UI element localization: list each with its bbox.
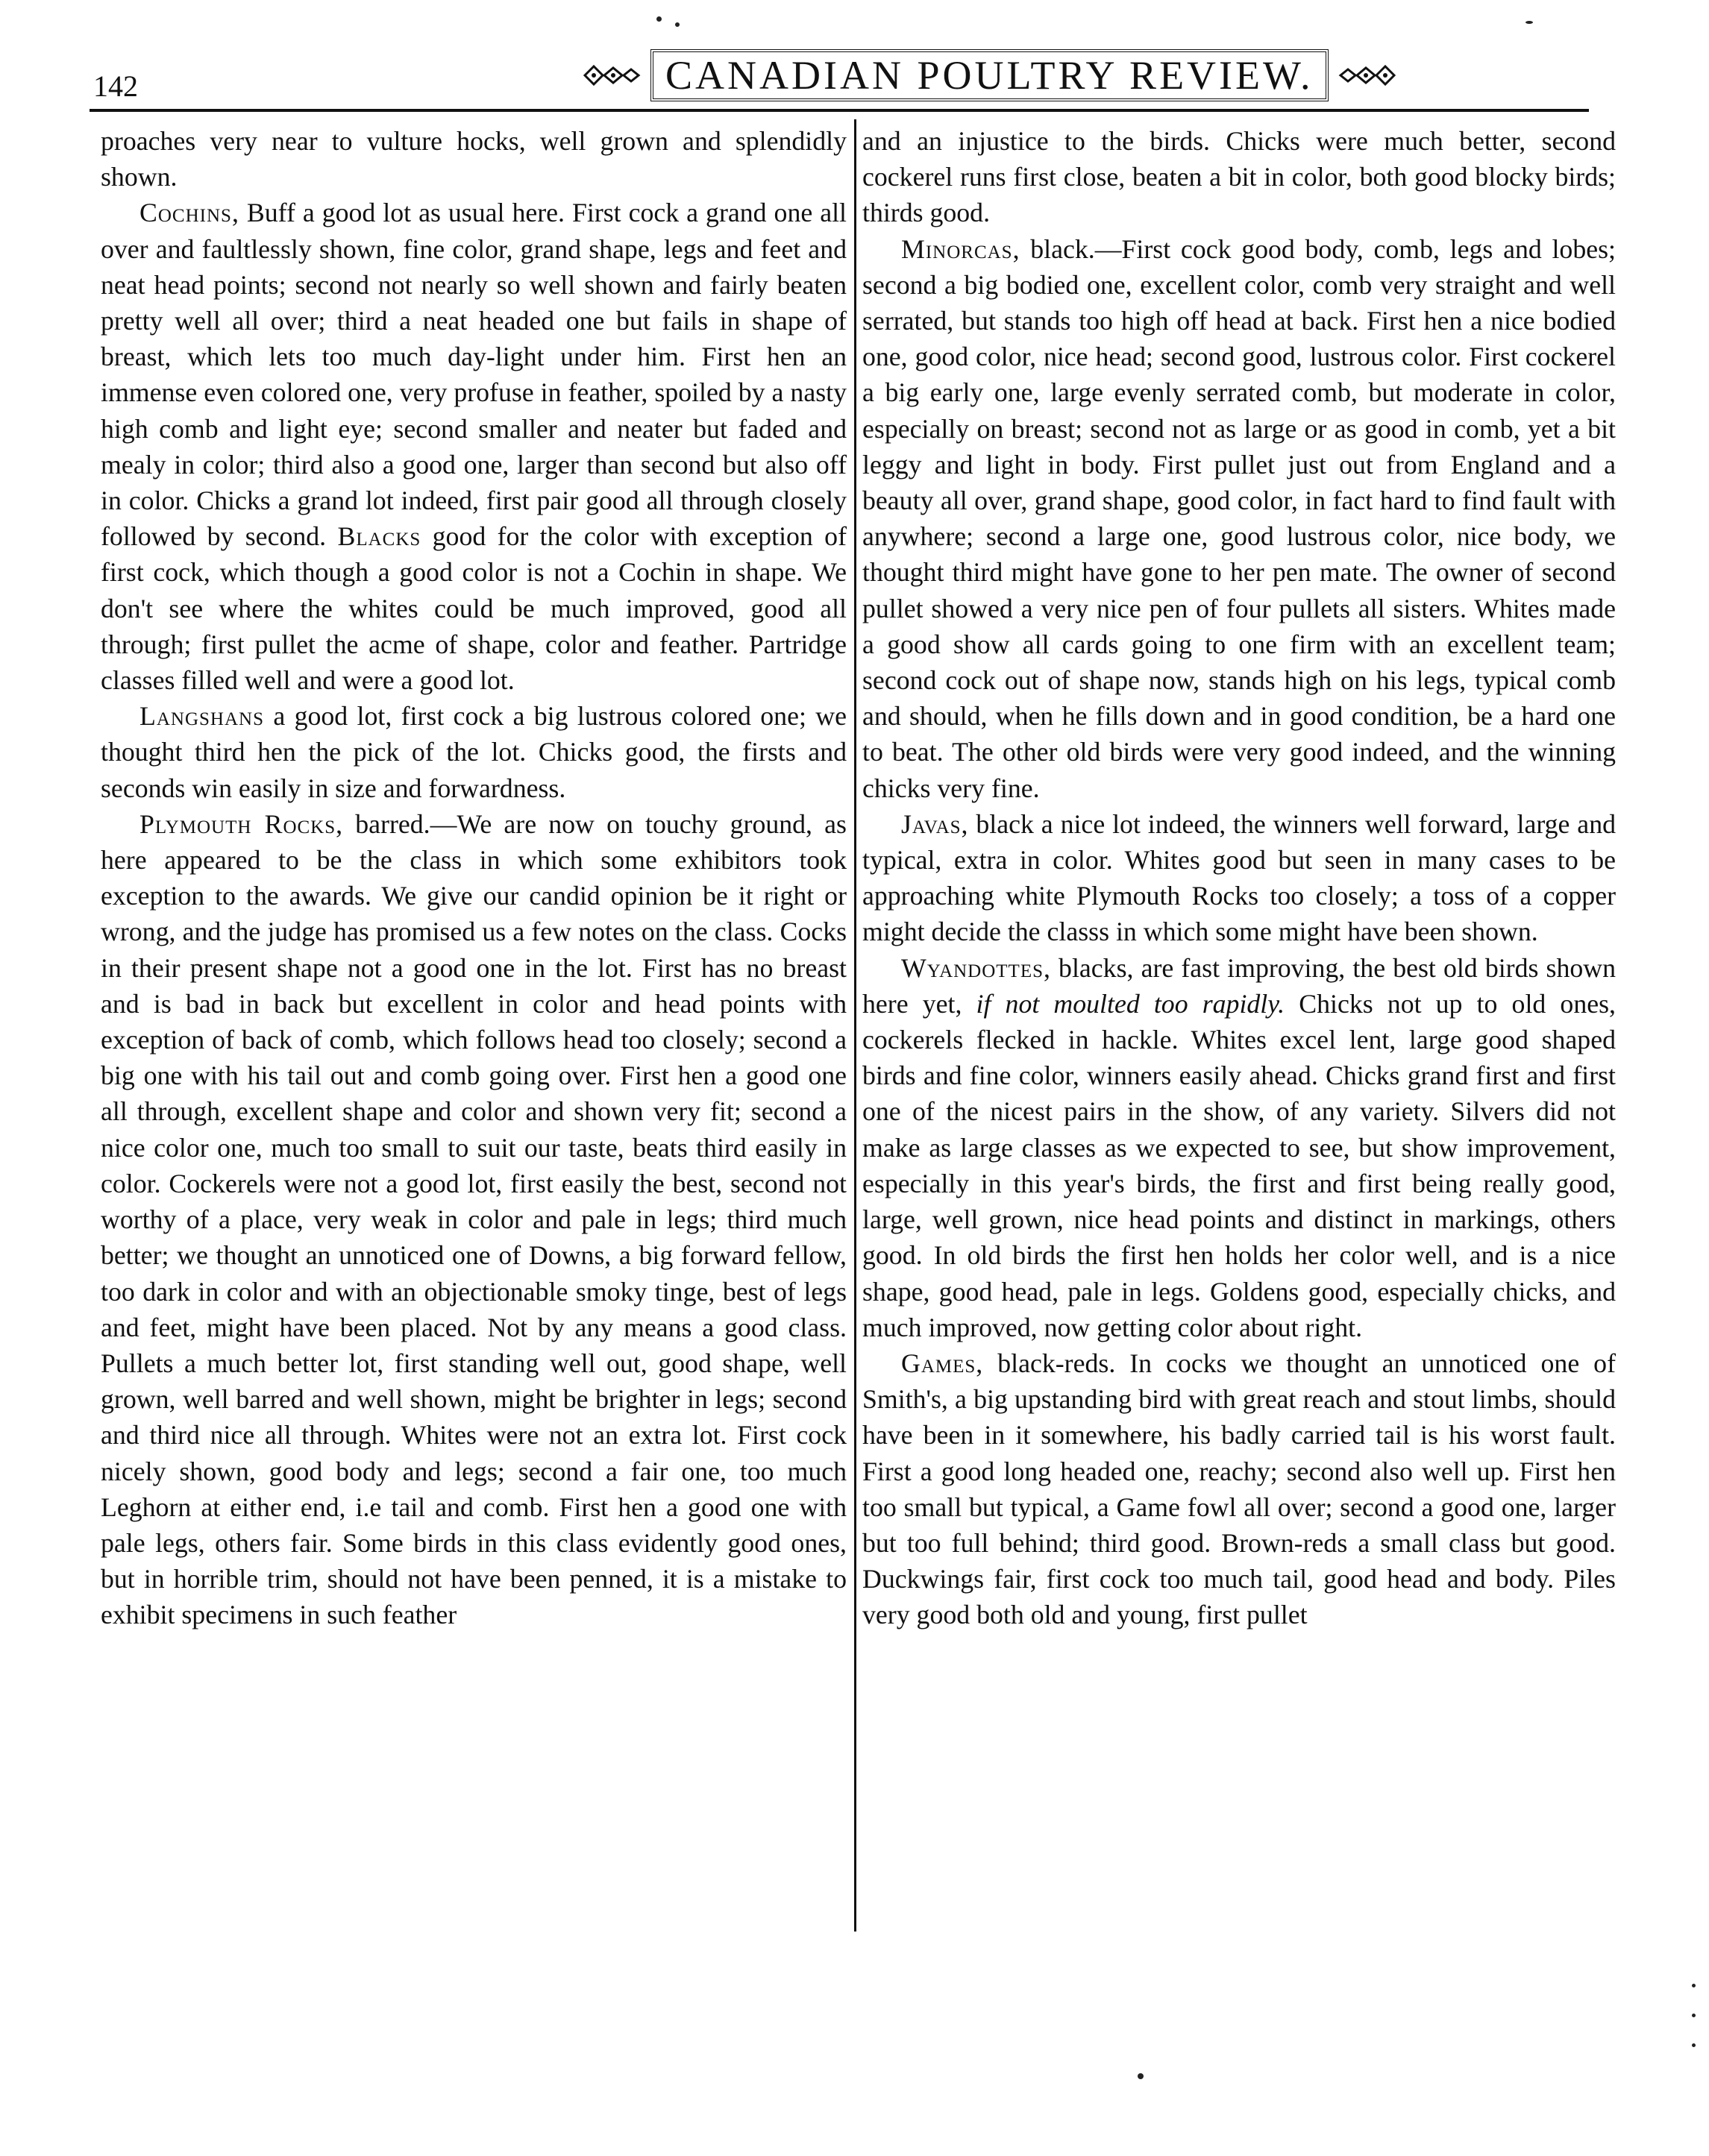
masthead-title: CANADIAN POULTRY REVIEW. <box>650 49 1329 101</box>
right-column <box>862 123 1616 1943</box>
page-header <box>90 37 1589 116</box>
page-number: 142 <box>93 69 138 103</box>
masthead-ornament-right-icon <box>1338 62 1397 89</box>
section-heading-minorcas: Minorcas, <box>901 233 1020 264</box>
section-heading-plymouth-rocks: Plymouth Rocks, <box>139 808 344 839</box>
column-divider <box>854 119 856 1932</box>
paragraph-text: Buff a good lot as usual here. First cock a grand one all over and faultlessly shown, fine color, grand shape, legs and feet and neat head points; second not nearly so well shown and fairly beaten pretty well all over; third a neat headed one but fails in shape of breast, which lets too much day-light under him. First hen an immense even colored one, very profuse in feather, spoiled by a nasty high comb and light eye; second smaller and neater but faded and mealy in color; third also a good one, larger than second but also off in color. Chicks a grand lot indeed, first pair good all through closely followed by second. <box>101 198 847 552</box>
ink-speck <box>1692 1984 1696 1987</box>
masthead-ornament-left-icon <box>582 62 642 89</box>
paragraph-text: good for the color with exception of first cock, which though a good color is not a Cochin in shape. We don't see where the whites could be much improved, good all through; first pullet the acme of shape, color and feather. Partridge classes filled well and were a good lot. <box>101 521 847 696</box>
paragraph-text: black.—First cock good body, comb, legs and lobes; second a big bodied one, excellent color, comb very straight and well serrated, but stands too high off head at back. First hen a nice bodied one, good color, nice head; second good, lustrous color. First cockerel a big early one, large evenly serrated comb, but moderate in color, especially on breast; second not as large or as good in comb, yet a bit leggy and light in body. First pullet just out from England and a beauty all over, grand shape, good color, in fact hard to find fault with anywhere; second a large one, good lustrous color, nice body, we thought third might have gone to her pen mate. The owner of second pullet showed a very nice pen of four pullets all sisters. Whites made a good show all cards going to one firm with an excellent team; second cock out of shape now, stands high on his legs, typical comb and should, when he fills down and in good condition, be a hard one to beat. The other old birds were very good indeed, and the winning chicks very fine. <box>862 233 1616 803</box>
section-heading-javas: Javas, <box>901 808 969 839</box>
right-paragraph-minorcas <box>862 231 1616 806</box>
right-paragraph-games <box>862 1345 1616 1633</box>
left-column <box>101 123 847 1943</box>
section-heading-langshans: Langshans <box>139 701 264 732</box>
left-paragraph-plymouth-rocks <box>101 806 847 1633</box>
ink-speck <box>1138 2073 1144 2079</box>
right-paragraph-1: and an injustice to the birds. Chicks were much better, second cockerel runs first close, beaten a bit in color, both good blocky birds; thirds good. <box>862 126 1616 228</box>
paragraph-text: Chicks not up to old ones, cockerels flecked in hackle. Whites excel lent, large good shaped birds and fine color, winners easily ahead. Chicks grand first and first one of the nicest pairs in the show, of any variety. Silvers did not make as large classes as we expected to see, but show improvement, especially in this year's birds, the first and first being really good, large, well grown, nice head points and distinct in markings, others good. In old birds the first hen holds her color well, and is a nice shape, good head, pale in legs. Goldens good, especially chicks, and much improved, now getting color about right. <box>862 988 1616 1342</box>
section-heading-cochins: Cochins, <box>139 198 239 228</box>
masthead <box>582 43 1397 107</box>
section-heading-games: Games, <box>901 1348 984 1378</box>
ink-speck <box>1692 2014 1696 2017</box>
paragraph-text: black a nice lot indeed, the winners well forward, large and typical, extra in color. Whites good but seen in many cases to be approaching white Plymouth Rocks too closely; a toss of a copper might decide the classs in which some might have been shown. <box>862 808 1616 947</box>
ink-speck <box>675 22 680 27</box>
section-heading-blacks: Blacks <box>337 521 421 552</box>
header-rule <box>90 109 1589 112</box>
section-heading-wyandottes: Wyandottes, <box>901 952 1051 983</box>
left-paragraph-langshans <box>101 698 847 806</box>
paragraph-text: barred.—We are now on touchy ground, as here appeared to be the class in which some exhibitors took exception to the awards. We give our candid opinion be it right or wrong, and the judge has promised us a few notes on the class. Cocks in their present shape not a good one in the lot. First has no breast and is bad in back but excellent in color and head points with exception of back of comb, which follows head too closely; second a big one with his tail out and comb going over. First hen a good one all through, excellent shape and color and shown very fit; second a nice color one, much too small to suit our taste, beats third easily in color. Cockerels were not a good lot, first easily the best, second not worthy of a place, very weak in color and pale in legs; third much better; we thought an unnoticed one of Downs, a big forward fellow, too dark in color and with an objectionable smoky tinge, best of legs and feet, might have been placed. Not by any means a good class. Pullets a much better lot, first standing well out, good shape, well grown, well barred and well shown, might be brighter in legs; second and third nice all through. Whites were not an extra lot. First cock nicely shown, good body and legs; second a fair one, too much Leghorn at either end, i.e tail and comb. First hen a good one with pale legs, others fair. Some birds in this class evidently good ones, but in horrible trim, should not have been penned, it is a mistake to exhibit specimens in such feather <box>101 808 847 1630</box>
paragraph-text: blacks, are fast improving, the best old birds shown here yet, <box>862 952 1616 1019</box>
right-paragraph-wyandottes <box>862 950 1616 1345</box>
paragraph-text: a good lot, first cock a big lustrous colored one; we thought third hen the pick of the lot. Chicks good, the firsts and seconds win easily in size and forwardness. <box>101 701 847 803</box>
ink-speck <box>1525 21 1533 24</box>
paragraph-text: black-reds. In cocks we thought an unnoticed one of Smith's, a big upstanding bird with great reach and stout limbs, should have been in it somewhere, his badly carried tail is his worst fault. First a good long headed one, reachy; second also well up. First hen too small but typical, a Game fowl all over; second a good one, larger but too full behind; third good. Brown-reds a small class but good. Duckwings fair, first cock too much tail, good head and body. Piles very good both old and young, first pullet <box>862 1348 1616 1630</box>
ink-speck <box>656 16 662 22</box>
left-paragraph-1: proaches very near to vulture hocks, well grown and splendidly shown. <box>101 126 847 192</box>
ink-speck <box>1692 2043 1696 2047</box>
italic-phrase: if not moulted too rapidly. <box>976 988 1285 1019</box>
right-paragraph-javas <box>862 806 1616 950</box>
left-paragraph-cochins <box>101 195 847 698</box>
